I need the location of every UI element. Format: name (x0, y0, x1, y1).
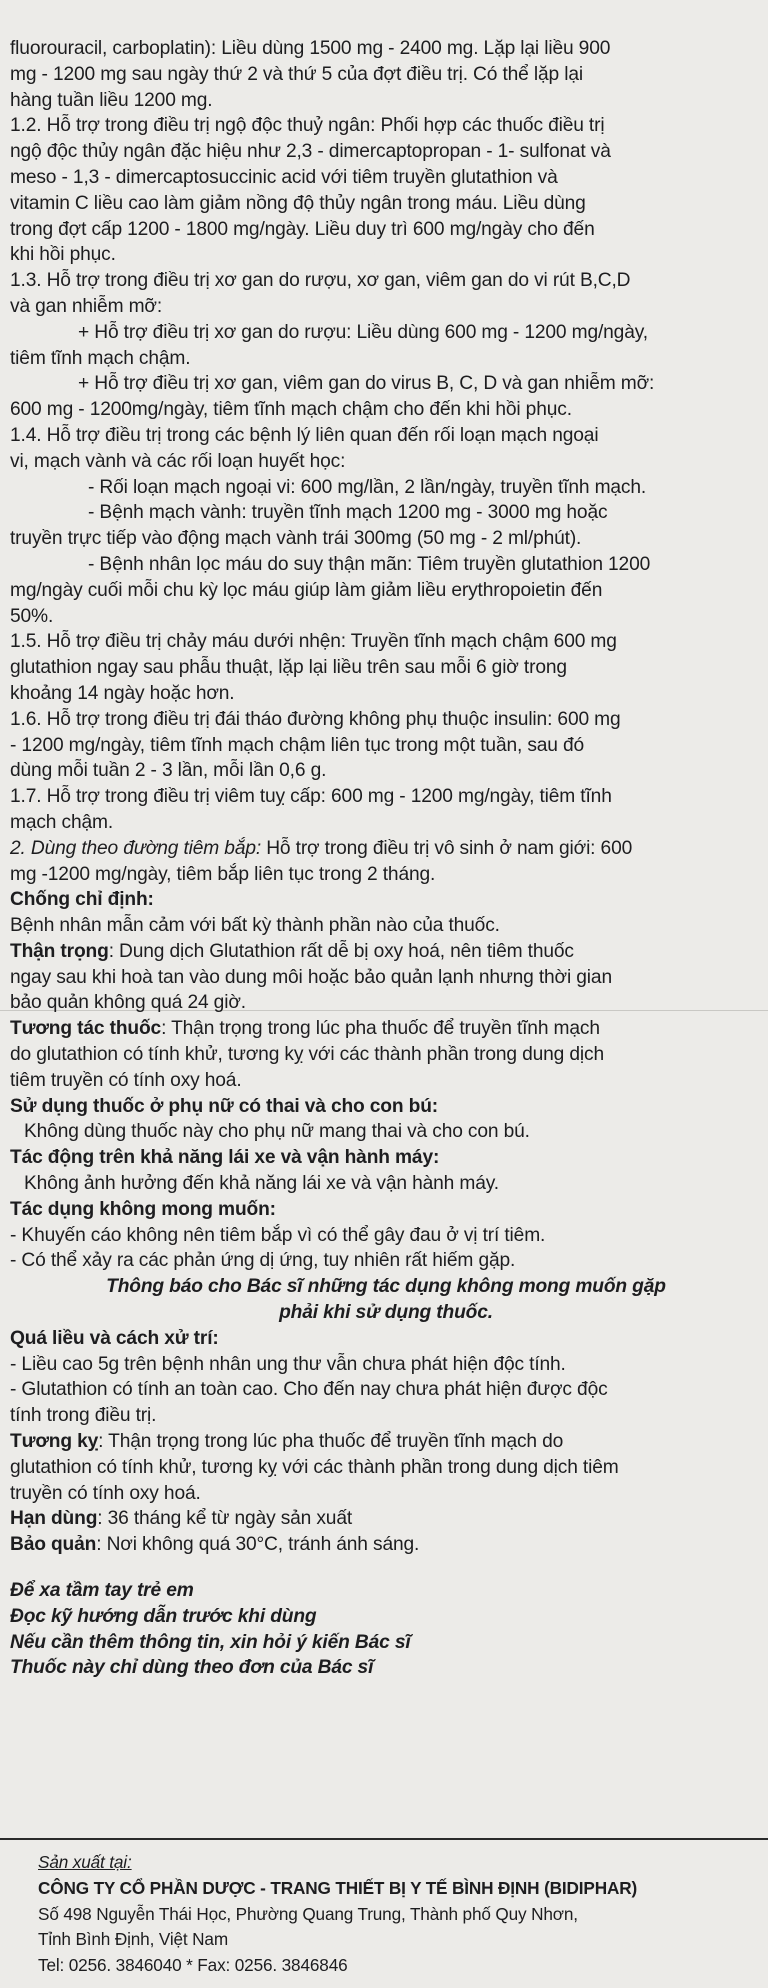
incompatibility-text: : Thận trọng trong lúc pha thuốc để truyền tĩnh mạch do (98, 1431, 564, 1453)
text-line: dùng mỗi tuần 2 - 3 lần, mỗi lần 0,6 g. (10, 760, 327, 782)
overdose-heading: Quá liều và cách xử trí: (10, 1327, 219, 1349)
manufacturer-address: Số 498 Nguyễn Thái Học, Phường Quang Trung, Thành phố Quy Nhơn, (38, 1903, 578, 1924)
section-2-title: 2. Dùng theo đường tiêm bắp: (10, 837, 262, 859)
text-line: trong đợt cấp 1200 - 1800 mg/ngày. Liều duy trì 600 mg/ngày cho đến (10, 218, 595, 240)
text-line: tiêm truyền có tính oxy hoá. (10, 1069, 242, 1091)
pregnancy-heading: Sử dụng thuốc ở phụ nữ có thai và cho con bú: (10, 1095, 439, 1117)
manufacturer-name: CÔNG TY CỔ PHẦN DƯỢC - TRANG THIẾT BỊ Y TẾ BÌNH ĐỊNH (BIDIPHAR) (38, 1877, 638, 1898)
text-line: mạch chậm. (10, 811, 114, 833)
warning-line: Thuốc này chỉ dùng theo đơn của Bác sĩ (10, 1657, 374, 1679)
text-line: mg -1200 mg/ngày, tiêm bắp liên tục trong 2 tháng. (10, 863, 436, 885)
text-line: - Bệnh mạch vành: truyền tĩnh mạch 1200 mg - 3000 mg hoặc (88, 502, 608, 524)
warning-line: Để xa tầm tay trẻ em (10, 1580, 194, 1602)
text-line: mg - 1200 mg sau ngày thứ 2 và thứ 5 của đợt điều trị. Có thể lặp lại (10, 63, 583, 85)
text-line: Không dùng thuốc này cho phụ nữ mang thai và cho con bú. (24, 1121, 530, 1143)
text-line: + Hỗ trợ điều trị xơ gan do rượu: Liều dùng 600 mg - 1200 mg/ngày, (78, 321, 648, 343)
interaction-line (10, 1016, 762, 1042)
manufacturer-address: Tỉnh Bình Định, Việt Nam (38, 1929, 229, 1950)
expiry-text: : 36 tháng kể từ ngày sản xuất (97, 1508, 353, 1530)
text-line: tính trong điều trị. (10, 1405, 157, 1427)
text-line: - Rối loạn mạch ngoại vi: 600 mg/lần, 2 lần/ngày, truyền tĩnh mạch. (88, 476, 647, 498)
text-line: - Liều cao 5g trên bệnh nhân ung thư vẫn chưa phát hiện độc tính. (10, 1353, 566, 1375)
storage-text: : Nơi không quá 30°C, tránh ánh sáng. (96, 1534, 420, 1556)
section-1-4: 1.4. Hỗ trợ điều trị trong các bệnh lý liên quan đến rối loạn mạch ngoại (10, 424, 599, 446)
text-line: và gan nhiễm mỡ: (10, 295, 163, 317)
notice-line: phải khi sử dụng thuốc. (279, 1302, 493, 1324)
text-line: vitamin C liều cao làm giảm nồng độ thủy ngân trong máu. Liều dùng (10, 192, 586, 214)
text-line: ngộ độc thủy ngân đặc hiệu như 2,3 - dimercaptopropan - 1- sulfonat và (10, 141, 611, 163)
section-1-6: 1.6. Hỗ trợ trong điều trị đái tháo đường không phụ thuộc insulin: 600 mg (10, 708, 621, 730)
warning-line: Nếu cần thêm thông tin, xin hỏi ý kiến Bác sĩ (10, 1631, 411, 1653)
text-line: khi hồi phục. (10, 244, 116, 266)
text-line: - Khuyến cáo không nên tiêm bắp vì có thể gây đau ở vị trí tiêm. (10, 1224, 546, 1246)
manufacturer-contact: Tel: 0256. 3846040 * Fax: 0256. 3846846 (38, 1955, 348, 1976)
text-line: do glutathion có tính khử, tương kỵ với các thành phần trong dung dịch (10, 1044, 604, 1066)
manufacturer-label: Sản xuất tại: (38, 1852, 132, 1872)
text-line: glutathion ngay sau phẫu thuật, lặp lại liều trên sau mỗi 6 giờ trong (10, 657, 567, 679)
section-1-5: 1.5. Hỗ trợ điều trị chảy máu dưới nhện: Truyền tĩnh mạch chậm 600 mg (10, 631, 617, 653)
text-line: vi, mạch vành và các rối loạn huyết học: (10, 450, 346, 472)
footer-divider (0, 1838, 768, 1840)
text-line: meso - 1,3 - dimercaptosuccinic acid với tiêm truyền glutathion và (10, 166, 558, 188)
section-1-3: 1.3. Hỗ trợ trong điều trị xơ gan do rượu, xơ gan, viêm gan do vi rút B,C,D (10, 270, 631, 292)
text-line: truyền có tính oxy hoá. (10, 1482, 201, 1504)
text-line: - Glutathion có tính an toàn cao. Cho đến nay chưa phát hiện được độc (10, 1379, 608, 1401)
incompatibility-line (10, 1429, 762, 1455)
text-line: + Hỗ trợ điều trị xơ gan, viêm gan do virus B, C, D và gan nhiễm mỡ: (78, 373, 655, 395)
section-2-text: Hỗ trợ trong điều trị vô sinh ở nam giới: 600 (261, 837, 633, 859)
section-2 (10, 836, 762, 862)
text-line: Bệnh nhân mẫn cảm với bất kỳ thành phần nào của thuốc. (10, 915, 500, 937)
contraindication-heading: Chống chỉ định: (10, 889, 154, 911)
text-line: - Bệnh nhân lọc máu do suy thận mãn: Tiêm truyền glutathion 1200 (88, 553, 651, 575)
section-1-7: 1.7. Hỗ trợ trong điều trị viêm tuỵ cấp: 600 mg - 1200 mg/ngày, tiêm tĩnh (10, 786, 612, 808)
manufacturer-footer (38, 1850, 762, 1979)
interaction-heading: Tương tác thuốc (10, 1018, 162, 1040)
text-line: - 1200 mg/ngày, tiêm tĩnh mạch chậm liên tục trong một tuần, sau đó (10, 734, 585, 756)
text-line: fluorouracil, carboplatin): Liều dùng 1500 mg - 2400 mg. Lặp lại liều 900 (10, 38, 611, 59)
storage-heading: Bảo quản (10, 1534, 97, 1556)
text-line: - Có thể xảy ra các phản ứng dị ứng, tuy nhiên rất hiếm gặp. (10, 1250, 516, 1272)
caution-line (10, 939, 762, 965)
text-line: khoảng 14 ngày hoặc hơn. (10, 682, 235, 704)
warning-line: Đọc kỹ hướng dẫn trước khi dùng (10, 1605, 317, 1627)
storage-line (10, 1532, 762, 1558)
caution-text: : Dung dịch Glutathion rất dễ bị oxy hoá, nên tiêm thuốc (108, 940, 574, 962)
expiry-heading: Hạn dùng (10, 1508, 98, 1530)
text-line: mg/ngày cuối mỗi chu kỳ lọc máu giúp làm giảm liều erythropoietin đến (10, 579, 603, 601)
text-line: 50%. (10, 605, 54, 627)
driving-heading: Tác động trên khả năng lái xe và vận hành máy: (10, 1147, 440, 1169)
text-line: glutathion có tính khử, tương kỵ với các thành phần trong dung dịch tiêm (10, 1456, 619, 1478)
text-line: hàng tuần liều 1200 mg. (10, 89, 213, 111)
text-line: truyền trực tiếp vào động mạch vành trái 300mg (50 mg - 2 ml/phút). (10, 528, 582, 550)
text-line: 600 mg - 1200mg/ngày, tiêm tĩnh mạch chậm cho đến khi hồi phục. (10, 399, 572, 421)
text-line: Không ảnh hưởng đến khả năng lái xe và vận hành máy. (24, 1173, 499, 1195)
leaflet-body (10, 36, 762, 1681)
text-line: bảo quản không quá 24 giờ. (10, 992, 246, 1014)
notice-line: Thông báo cho Bác sĩ những tác dụng không mong muốn gặp (106, 1276, 666, 1298)
expiry-line (10, 1506, 762, 1532)
section-1-2: 1.2. Hỗ trợ trong điều trị ngộ độc thuỷ ngân: Phối hợp các thuốc điều trị (10, 115, 605, 137)
side-effects-heading: Tác dụng không mong muốn: (10, 1198, 276, 1220)
text-line: ngay sau khi hoà tan vào dung môi hoặc bảo quản lạnh nhưng thời gian (10, 966, 612, 988)
incompatibility-heading: Tương kỵ (10, 1431, 99, 1453)
caution-heading: Thận trọng (10, 940, 109, 962)
text-line: tiêm tĩnh mạch chậm. (10, 347, 191, 369)
interaction-text: : Thận trọng trong lúc pha thuốc để truyền tĩnh mạch (161, 1018, 600, 1040)
